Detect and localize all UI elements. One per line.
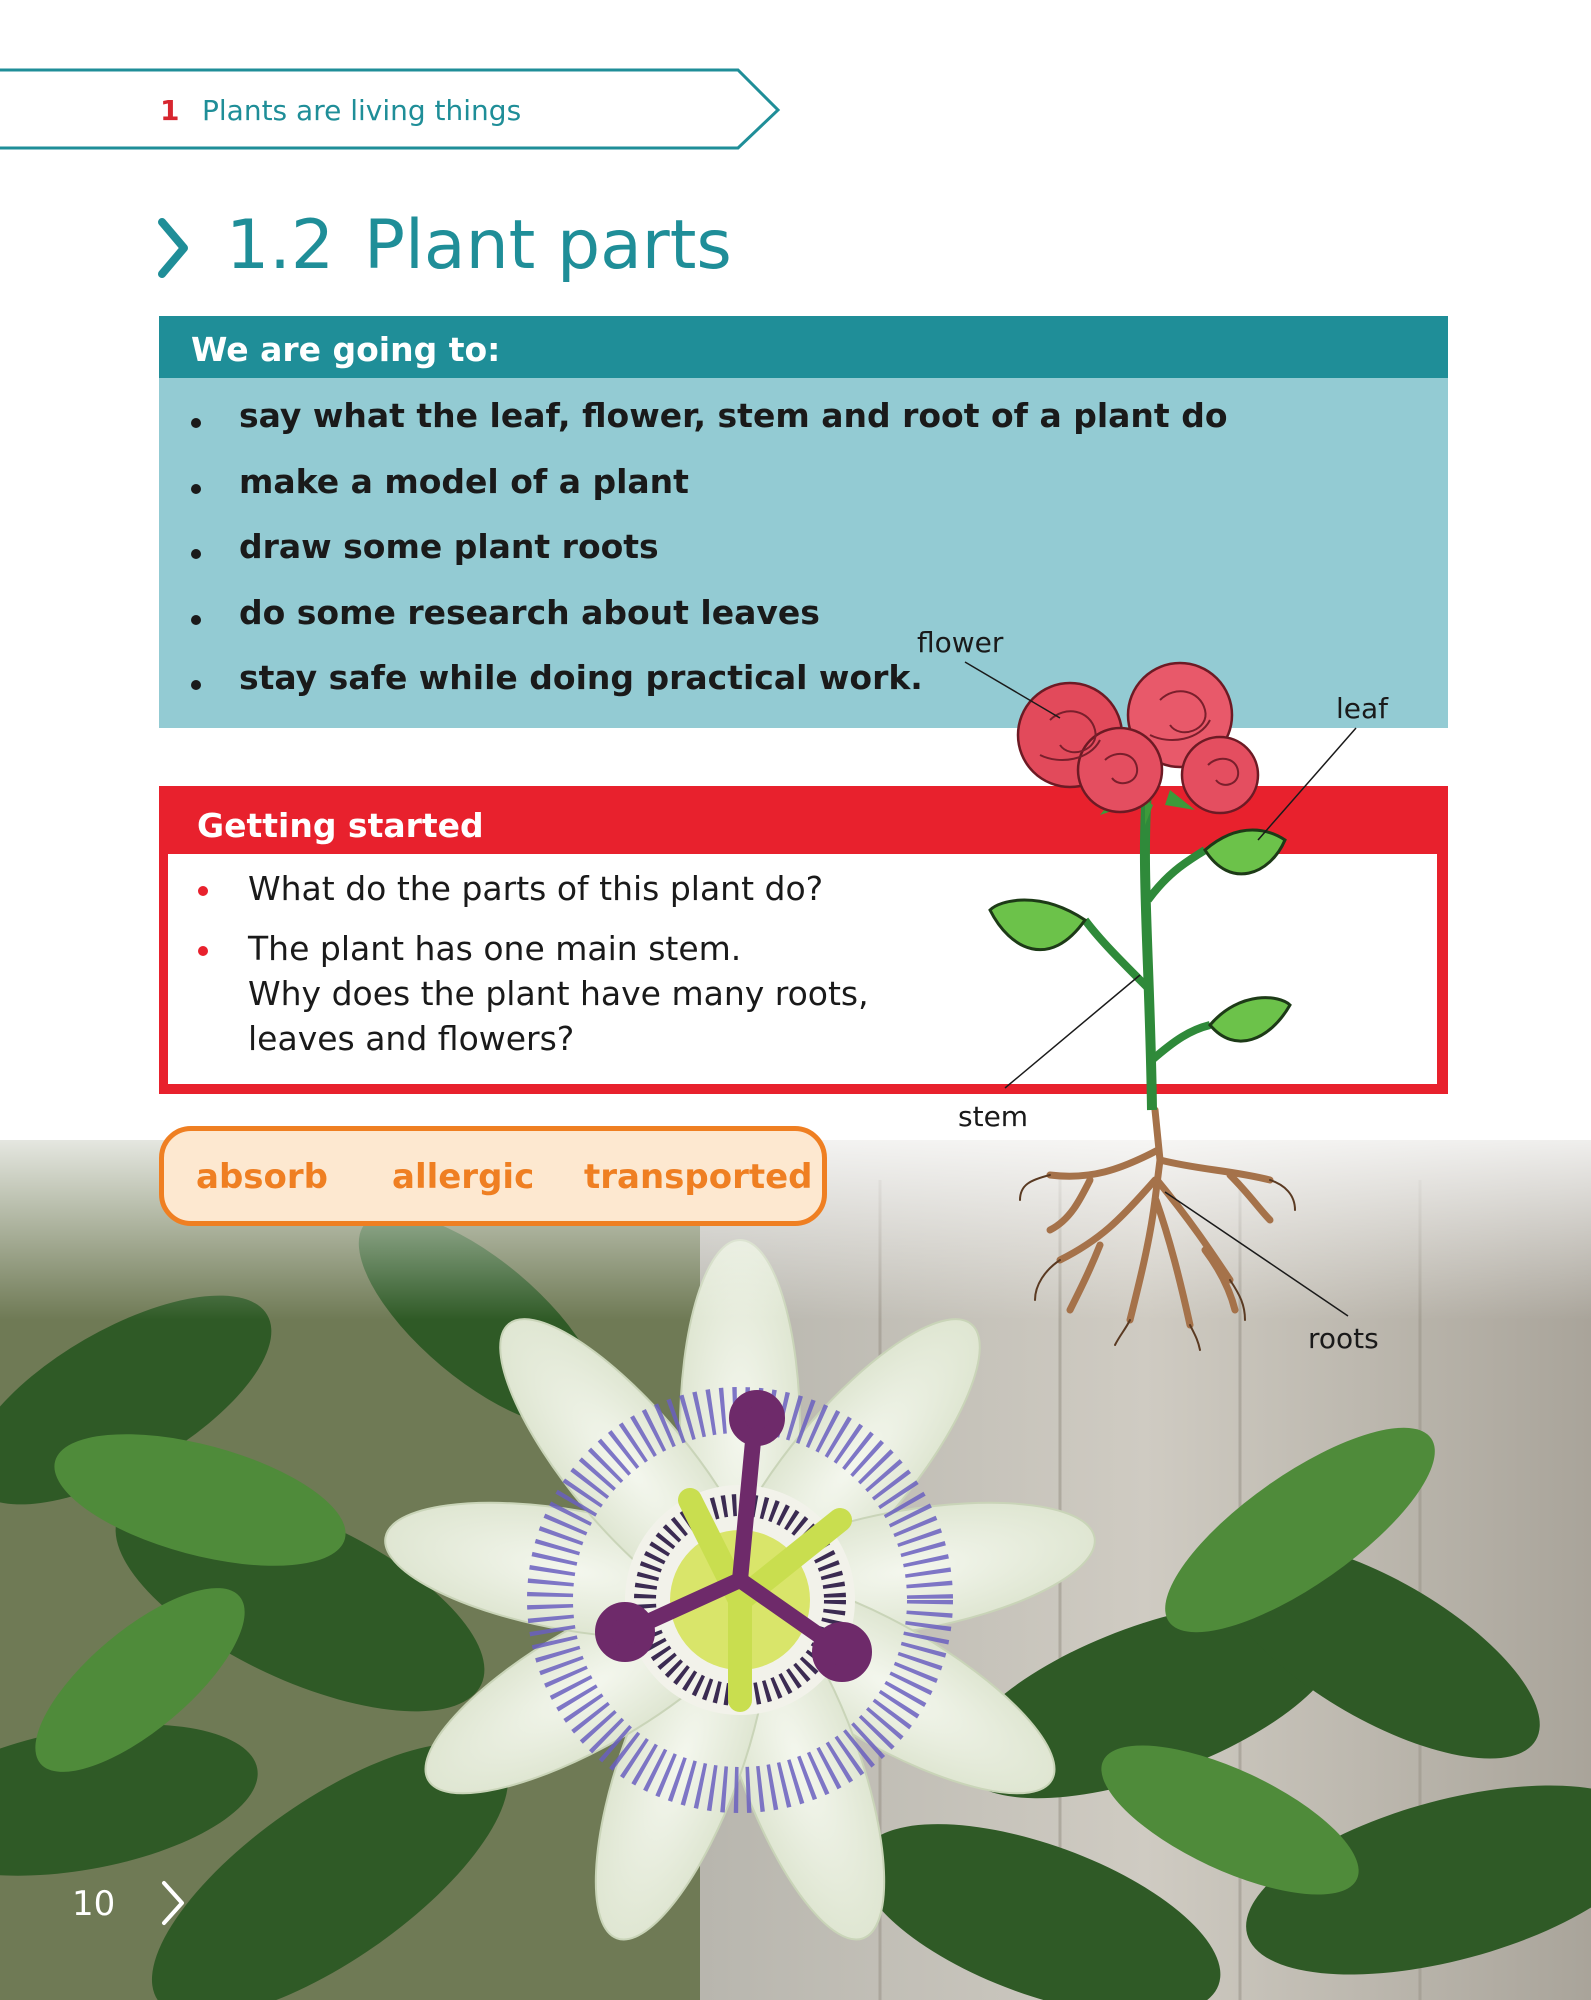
question-text: What do the parts of this plant do?	[248, 869, 824, 908]
bullet-icon	[191, 549, 201, 559]
goal-text: do some research about leaves	[239, 592, 820, 632]
key-word: transported	[584, 1157, 813, 1197]
label-roots: roots	[1308, 1322, 1379, 1355]
label-flower: flower	[917, 626, 1004, 659]
chapter-title: Plants are living things	[202, 94, 522, 127]
question-text: leaves and flowers?	[248, 1019, 575, 1058]
bullet-icon	[191, 615, 201, 625]
list-item	[159, 462, 1448, 528]
bullet-icon	[198, 946, 208, 956]
bullet-icon	[191, 680, 201, 690]
learning-goals-header	[159, 316, 1448, 378]
list-item	[159, 593, 1448, 659]
goal-text: make a model of a plant	[239, 461, 689, 501]
page-number: 10	[72, 1884, 116, 1924]
question-text: Why does the plant have many roots,	[248, 974, 869, 1013]
key-words-box	[159, 1126, 827, 1226]
bullet-icon	[191, 418, 201, 428]
plant-diagram	[980, 660, 1320, 1360]
key-word: absorb	[196, 1157, 328, 1197]
chevron-right-icon	[156, 218, 190, 278]
goal-text: say what the leaf, flower, stem and root of a plant do	[239, 396, 1228, 435]
question-text: The plant has one main stem.	[248, 929, 742, 968]
key-word: allergic	[392, 1157, 535, 1197]
page-title: Plant parts	[364, 206, 732, 285]
chapter-number: 1	[160, 94, 180, 127]
learning-goals-title: We are going to:	[191, 330, 501, 369]
getting-started-title: Getting started	[197, 806, 484, 845]
label-leaf: leaf	[1336, 692, 1389, 725]
list-item	[159, 396, 1448, 462]
bullet-icon	[198, 886, 208, 896]
list-item	[159, 527, 1448, 593]
label-stem: stem	[958, 1100, 1029, 1133]
bullet-icon	[191, 484, 201, 494]
goal-text: stay safe while doing practical work.	[239, 658, 923, 697]
goal-text: draw some plant roots	[239, 527, 659, 566]
chevron-right-icon	[160, 1880, 186, 1926]
section-number: 1.2	[226, 206, 335, 285]
